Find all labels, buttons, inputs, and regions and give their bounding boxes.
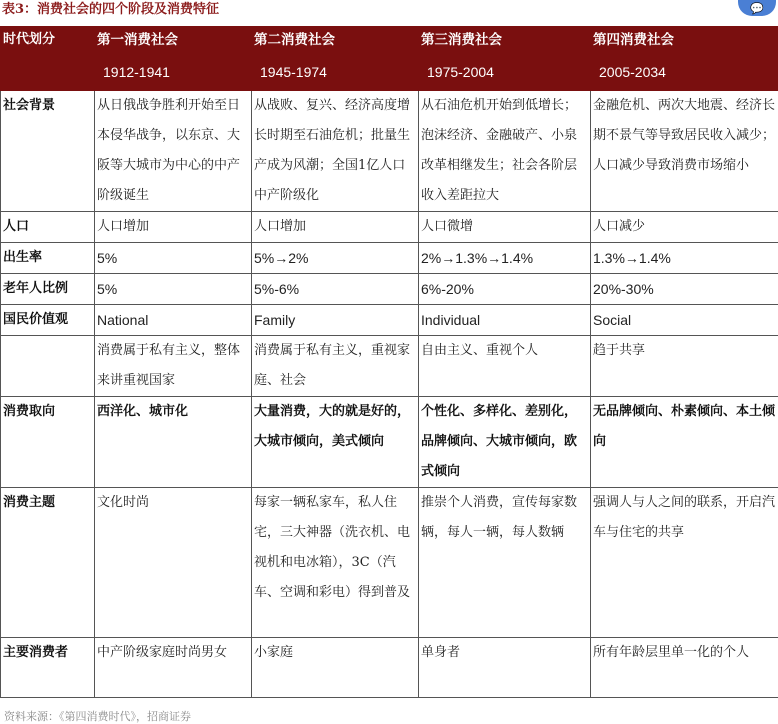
row-label-population: 人口 <box>1 212 95 243</box>
header-era-3-years: 1975-2004 <box>419 54 591 91</box>
table-row <box>1 397 778 488</box>
table-cell: 趋于共享 <box>591 336 778 397</box>
row-label-national-values: 国民价值观 <box>1 305 95 336</box>
row-label-consumption-theme: 消费主题 <box>1 488 95 638</box>
table-row <box>1 336 778 397</box>
table-row <box>1 212 778 243</box>
table-cell: Social <box>591 305 778 336</box>
table-cell: 从石油危机开始到低增长；泡沫经济、金融破产、小泉改革相继发生；社会各阶层收入差距拉大 <box>419 91 591 212</box>
row-label-main-consumers: 主要消费者 <box>1 638 95 698</box>
table-cell: 人口增加 <box>252 212 419 243</box>
header-era-4-name: 第四消费社会 <box>591 27 778 54</box>
table-cell: 个性化、多样化、差别化，品牌倾向、大城市倾向，欧式倾向 <box>419 397 591 488</box>
table-cell: 金融危机、两次大地震、经济长期不景气等导致居民收入减少；人口减少导致消费市场缩小 <box>591 91 778 212</box>
table-caption: 表3：消费社会的四个阶段及消费特征 <box>2 0 219 20</box>
table-cell: 5% <box>95 243 252 274</box>
header-years-row <box>1 54 778 91</box>
table-cell: 无品牌倾向、朴素倾向、本土倾向 <box>591 397 778 488</box>
table-cell: 5%-6% <box>252 274 419 305</box>
table-cell: 所有年龄层里单一化的个人 <box>591 638 778 698</box>
header-era-2-name: 第二消费社会 <box>252 27 419 54</box>
table-row <box>1 91 778 212</box>
table-cell: 6%-20% <box>419 274 591 305</box>
source-note: 资料来源：《第四消费时代》，招商证券 <box>4 708 191 724</box>
table-cell: 消费属于私有主义，重视家庭、社会 <box>252 336 419 397</box>
table-row <box>1 305 778 336</box>
table-cell: 单身者 <box>419 638 591 698</box>
row-label-social-background: 社会背景 <box>1 91 95 212</box>
table-row <box>1 488 778 638</box>
table-cell: 人口增加 <box>95 212 252 243</box>
header-era-2-years: 1945-1974 <box>252 54 419 91</box>
table-cell: 5%→2% <box>252 243 419 274</box>
table-cell: 1.3%→1.4% <box>591 243 778 274</box>
table-cell: 西洋化、城市化 <box>95 397 252 488</box>
consumer-society-table <box>0 26 778 698</box>
table-cell: 人口微增 <box>419 212 591 243</box>
table-row <box>1 638 778 698</box>
table-cell: 人口减少 <box>591 212 778 243</box>
table-cell: 消费属于私有主义，整体来讲重视国家 <box>95 336 252 397</box>
table-row <box>1 274 778 305</box>
table-cell: 中产阶级家庭时尚男女 <box>95 638 252 698</box>
table-cell: National <box>95 305 252 336</box>
row-label-elderly-ratio: 老年人比例 <box>1 274 95 305</box>
row-label-empty <box>1 336 95 397</box>
table-cell: 文化时尚 <box>95 488 252 638</box>
table-cell: 5% <box>95 274 252 305</box>
row-label-consumption-orientation: 消费取向 <box>1 397 95 488</box>
table-cell: 每家一辆私家车，私人住宅，三大神器（洗衣机、电视机和电冰箱），3C（汽车、空调和彩电）得到普及 <box>252 488 419 638</box>
header-era-1-name: 第一消费社会 <box>95 27 252 54</box>
table-cell: 从日俄战争胜利开始至日本侵华战争，以东京、大阪等大城市为中心的中产阶级诞生 <box>95 91 252 212</box>
table-cell: 20%-30% <box>591 274 778 305</box>
table-cell: 2%→1.3%→1.4% <box>419 243 591 274</box>
table-cell: 大量消费，大的就是好的，大城市倾向，美式倾向 <box>252 397 419 488</box>
header-era-4-years: 2005-2034 <box>591 54 778 91</box>
table-cell: 推崇个人消费，宣传每家数辆，每人一辆，每人数辆 <box>419 488 591 638</box>
table-cell: 自由主义、重视个人 <box>419 336 591 397</box>
header-era-division: 时代划分 <box>1 27 95 91</box>
header-era-3-name: 第三消费社会 <box>419 27 591 54</box>
table-cell: 小家庭 <box>252 638 419 698</box>
header-era-1-years: 1912-1941 <box>95 54 252 91</box>
table-cell: Individual <box>419 305 591 336</box>
table-cell: 强调人与人之间的联系，开启汽车与住宅的共享 <box>591 488 778 638</box>
table-row <box>1 243 778 274</box>
table-cell: 从战败、复兴、经济高度增长时期至石油危机；批量生产成为风潮；全国1亿人口中产阶级化 <box>252 91 419 212</box>
row-label-birth-rate: 出生率 <box>1 243 95 274</box>
table-cell: Family <box>252 305 419 336</box>
header-row <box>1 27 778 54</box>
chat-icon[interactable]: 💬 <box>738 0 776 16</box>
